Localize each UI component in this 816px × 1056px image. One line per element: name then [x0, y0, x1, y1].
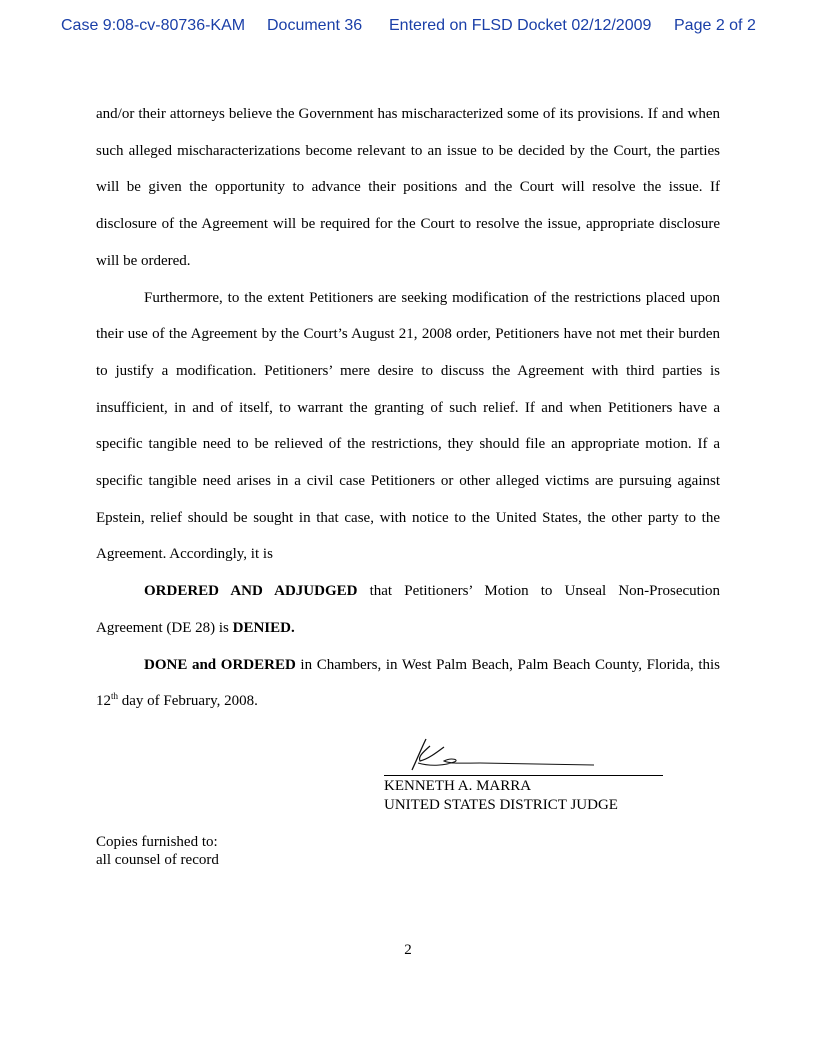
copies-line-2: all counsel of record [96, 852, 219, 868]
paragraph-order [96, 573, 720, 646]
order-text: that Petitioners’ Motion to Unseal Non-Prosecution Agreement (DE 28) is [96, 583, 720, 636]
header-entered-date: Entered on FLSD Docket 02/12/2009 [389, 17, 652, 34]
page-number: 2 [404, 942, 412, 958]
paragraph-done [96, 647, 720, 720]
header-document-number: Document 36 [267, 17, 363, 34]
order-lead: ORDERED AND ADJUDGED [144, 583, 358, 600]
header-case-number: Case 9:08-cv-80736-KAM [61, 17, 246, 34]
copies-furnished [96, 833, 219, 869]
order-result: DENIED. [232, 619, 295, 636]
done-tail: day of February, 2008. [118, 693, 258, 710]
done-lead: DONE and ORDERED [144, 656, 296, 673]
header-page-count: Page 2 of 2 [674, 17, 756, 34]
signature-block [384, 737, 664, 814]
signature-image [384, 737, 664, 775]
paragraph-modification: Furthermore, to the extent Petitioners are seeking modification of the restrictions placed upon their use of the Agreement by the Court’s August 21, 2008 order, Petitioners have not met their burden to justify a modification. Petitioners’ mere desire to discuss the Agreement with third parties is insufficient, in and of itself, to warrant the granting of such relief. If and when Petitioners have a specific tangible need to be relieved of the restrictions, they should file an appropriate motion. If a specific tangible need arises in a civil case Petitioners or other alleged victims are pursuing against Epstein, relief should be sought in that case, with notice to the United States, the other party to the Agreement. Accordingly, it is [96, 289, 720, 563]
done-text: in Chambers, in West Palm Beach, Palm Beach County, Florida, this 12 [96, 656, 720, 710]
judge-title: UNITED STATES DISTRICT JUDGE [384, 797, 618, 813]
copies-line-1: Copies furnished to: [96, 834, 218, 850]
judge-name: KENNETH A. MARRA [384, 778, 532, 794]
done-superscript: th [111, 691, 119, 702]
order-body [96, 96, 720, 720]
signature-line [384, 775, 663, 776]
paragraph-disclosure: and/or their attorneys believe the Government has mischaracterized some of its provisions. If and when such alleged mischaracterizations become relevant to an issue to be decided by the Court, the parties will be given the opportunity to advance their positions and the Court will resolve the issue. If disclosure of the Agreement will be required for the Court to resolve the issue, appropriate disclosure will be ordered. [96, 106, 720, 269]
docket-header [0, 17, 816, 39]
